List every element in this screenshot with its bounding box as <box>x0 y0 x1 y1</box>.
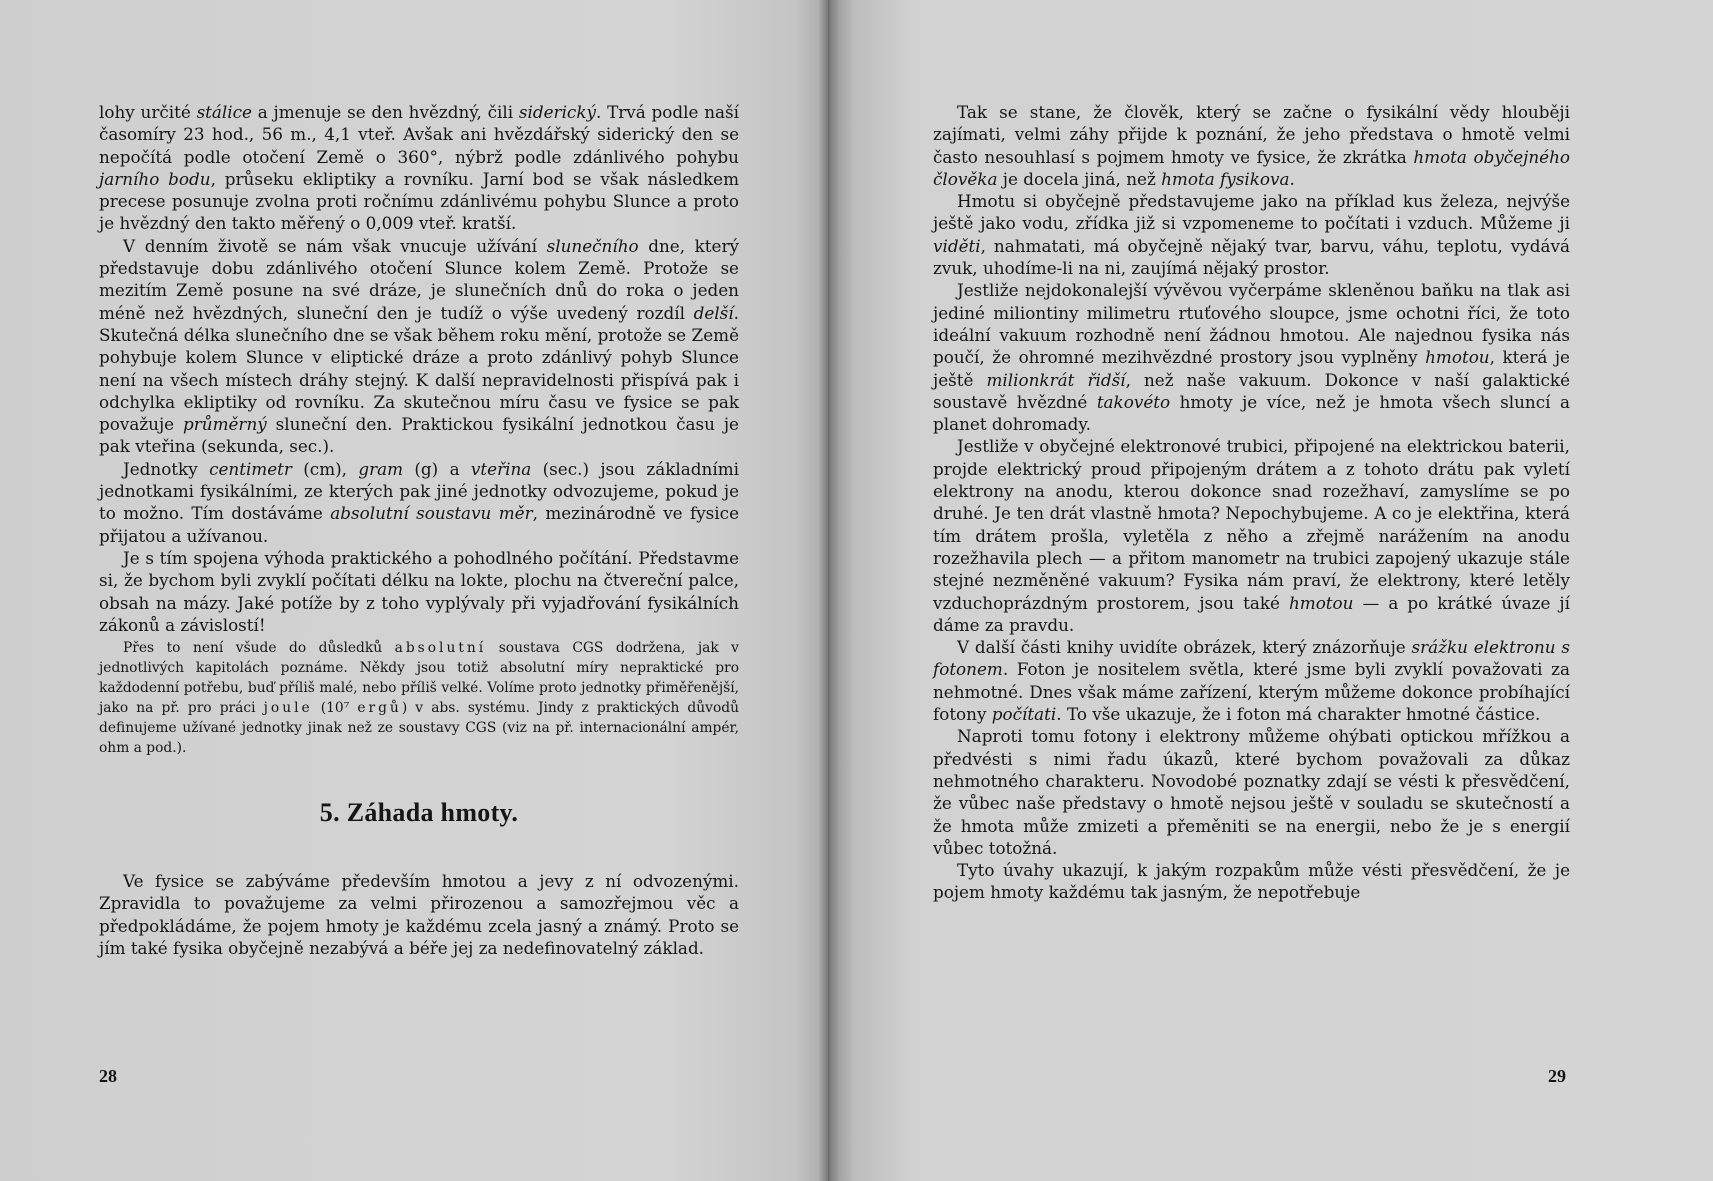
text-run: , nahmatati, má obyčejně nějaký tvar, barvu, váhu, teplotu, vydává zvuk, uhodíme-li na ni, zaujímá nějaký prostor. <box>933 235 1570 279</box>
paragraph <box>933 636 1570 725</box>
paragraph <box>99 458 739 547</box>
text-run: . <box>1289 168 1295 189</box>
text-run: . Foton je nositelem světla, které jsme byli zvyklí považovati za nehmotné. Dnes však máme zařízení, kterým můžeme dokonce probíhající fotony <box>933 659 1570 725</box>
italic-phrase: srážku elektronu s fotonem <box>933 637 1571 680</box>
footnote-paragraph <box>99 638 739 758</box>
italic-phrase: milionkrát řidší <box>986 369 1126 390</box>
italic-phrase: počítati <box>991 704 1057 725</box>
italic-phrase: hmotou <box>1288 592 1354 613</box>
text-run: Ve fysice se zabýváme především hmotou a jevy z ní odvozenými. Zpravidla to považujeme za velmi přirozenou a samozřejmou věc a předpokládáme, že pojem hmoty je každému zcela jasný a známý. Proto se jím také fysika obyčejně nezabývá a béře jej za nedefinovatelný základ. <box>99 871 739 959</box>
text-run: hmoty je více, než je hmota všech sluncí a planet dohromady. <box>933 391 1570 435</box>
paragraph <box>99 101 739 235</box>
text-run: Tyto úvahy ukazují, k jakým rozpakům může vésti přesvědčení, že je pojem hmoty každému tak jasným, že nepotřebuje <box>933 860 1570 903</box>
text-run: dne, který představuje dobu zdánlivého otočení Slunce kolem Země. Protože se mezitím Země posune na své dráze, je slunečních dnů do roka o jeden méně než hvězdných, sluneční den je tudíž o výše uvedený rozdíl <box>99 235 739 323</box>
spaced-phrase: absolutní <box>394 640 487 657</box>
paragraph <box>99 235 739 458</box>
page-number-left: 28 <box>99 1066 117 1086</box>
text-run: — a po krátké úvaze jí dáme za pravdu. <box>933 592 1570 635</box>
paragraph <box>99 870 739 959</box>
left-body-after-heading <box>99 870 739 959</box>
italic-phrase: hmota fysikova <box>1161 168 1290 189</box>
left-page-text <box>99 101 739 959</box>
text-run: lohy určité <box>99 102 197 122</box>
text-run: Je s tím spojena výhoda praktického a pohodlného počítání. Představme si, že bychom byli zvyklí počítati délku na lokte, plochu na čtvereční palce, obsah na mázy. Jaké potíže by z toho vyplývaly při vyjadřování fysikálních zákonů a závislostí! <box>99 547 739 635</box>
paragraph <box>933 279 1570 435</box>
italic-phrase: delší <box>693 302 734 323</box>
spaced-phrase: joule <box>263 700 313 717</box>
page-number-right: 29 <box>1548 1066 1566 1086</box>
italic-phrase: jarního bodu <box>99 168 211 189</box>
text-run: Jestliže nejdokonalejší vývěvou vyčerpáme skleněnou baňku na tlak asi jediné miliontiny milimetru rtuťového sloupce, jsme ochotni říci, že toto ideální vakuum rozhodně není žádnou hmotou. Ale najednou fysika nás poučí, že ohromné mezihvězdné prostory jsou vyplněny <box>933 280 1570 368</box>
left-page <box>0 0 828 1181</box>
text-run: . Skutečná délka slunečního dne se však během roku mění, protože se Země pohybuje kolem Slunce v eliptické dráze a proto zdánlivý pohyb Slunce není na všech místech dráhy stejný. K další nepravidelnosti přispívá pak i odchylka ekliptiky od rovníku. Za skutečnou míru času ve fysice se pak považuje <box>99 302 739 435</box>
italic-phrase: slunečního <box>546 235 639 256</box>
text-run: Jednotky <box>123 458 210 479</box>
text-run: V další části knihy uvidíte obrázek, který znázorňuje <box>957 637 1412 658</box>
left-body-before-heading <box>99 101 739 758</box>
text-run: Tak se stane, že člověk, který se začne o fysikální vědy hlouběji zajímati, velmi záhy přijde k poznání, že jeho představa o hmotě velmi často nesouhlasí s pojmem hmoty ve fysice, že zkrátka <box>933 102 1570 167</box>
right-body <box>933 101 1570 904</box>
italic-phrase: hmota obyčejného člověka <box>933 146 1570 189</box>
italic-phrase: gram <box>358 458 404 479</box>
text-run: a jmenuje se den hvězdný, čili <box>252 102 519 122</box>
text-run: ) v abs. systému. Jindy z praktických důvodů definujeme užívané jednotky jinak než ze soustavy CGS (viz na př. internacionální ampér, ohm a pod.). <box>99 700 739 757</box>
italic-phrase: stálice <box>196 102 252 122</box>
paragraph <box>933 190 1570 279</box>
text-run: (10⁷ <box>312 700 358 717</box>
right-page <box>828 0 1713 1181</box>
text-run: , která je ještě <box>933 347 1570 390</box>
text-run: sluneční den. Praktickou fysikální jednotkou času je pak vteřina (sekunda, sec.). <box>99 414 739 457</box>
text-run: , než naše vakuum. Dokonce v naší galaktické soustavě hvězdné <box>933 369 1571 412</box>
text-run: Naproti tomu fotony i elektrony můžeme ohýbati optickou mřížkou a předvésti s nimi řadu úkazů, které bychom považovali za důkaz nehmotného charakteru. Novodobé poznatky zdají se vésti k přesvědčení, že vůbec naše představy o hmotě nejsou ještě v souladu se skutečností a že hmota může zmizeti a přeměniti se na energii, nebo že je s energií vůbec totožná. <box>933 726 1570 858</box>
italic-phrase: absolutní soustavu měr <box>330 503 533 524</box>
text-run: . Trvá podle naší časomíry 23 hod., 56 m., 4,1 vteř. Avšak ani hvězdářský siderický den se nepočítá podle otočení Země o 360°, nýbrž podle zdánlivého pohybu <box>99 102 739 167</box>
text-run: (cm), <box>291 458 359 479</box>
italic-phrase: vteřina <box>470 458 532 479</box>
italic-phrase: průměrný <box>183 414 267 435</box>
chapter-heading: 5. Záhada hmoty. <box>319 798 519 828</box>
italic-phrase: viděti <box>933 235 981 256</box>
paragraph <box>933 435 1570 636</box>
text-run: Hmotu si obyčejně představujeme jako na příklad kus železa, nejvýše ještě jako vodu, zřídka již si vzpomeneme to počítati i vzduch. Můžeme ji <box>933 191 1570 234</box>
italic-phrase: takovéto <box>1096 391 1171 412</box>
text-run: , průseku ekliptiky a rovníku. Jarní bod se však následkem precese posunuje zvolna proti ročnímu zdánlivému pohybu Slunce a proto je hvězdný den takto měřený o 0,009 vteř. kratší. <box>99 168 740 234</box>
paragraph <box>933 725 1570 859</box>
italic-phrase: hmotou <box>1425 347 1490 368</box>
paragraph <box>933 101 1570 190</box>
text-run: (g) a <box>403 458 471 479</box>
text-run: Přes to není všude do důsledků <box>123 640 395 657</box>
paragraph <box>99 547 739 636</box>
right-page-text <box>933 101 1570 904</box>
text-run: . To vše ukazuje, že i foton má charakter hmotné částice. <box>1056 704 1541 725</box>
text-run: Jestliže v obyčejné elektronové trubici, připojené na elektrickou baterii, projde elektrický proud připojeným drátem a z tohoto drátu pak vyletí elektrony na anodu, kterou dokonce snad rozežhaví, zamyslíme se po druhé. Je ten drát vlastně hmota? Nepochybujeme. A co je elektřina, která tím drátem prošla, vyletěla z něho a zřejmě narážením na anodu rozežhavila plech — a přitom manometr na trubici zapojený ukazuje stále stejné nezměněné vakuum? Fysika nám praví, že elektrony, které letěly vzduchoprázdným prostorem, jsou také <box>933 436 1570 613</box>
text-run: (sec.) jsou základními jednotkami fysikálními, ze kterých pak jiné jednotky odvozujeme, pokud je to možno. Tím dostáváme <box>99 458 739 524</box>
text-run: soustava CGS dodržena, jak v jednotlivých kapitolách poznáme. Někdy jsou totiž absolutní míry nepraktické pro každodenní potřebu, buď příliš malé, nebo příliš velké. Volíme proto jednotky přiměřenější, jako na př. pro práci <box>99 640 739 717</box>
spaced-phrase: ergů <box>357 700 402 717</box>
text-run: , mezinárodně ve fysice přijatou a užívanou. <box>99 503 739 546</box>
italic-phrase: centimetr <box>209 458 292 479</box>
text-run: V denním životě se nám však vnucuje užívání <box>123 235 547 256</box>
paragraph <box>933 859 1570 904</box>
text-run: je docela jiná, než <box>997 168 1162 189</box>
italic-phrase: siderický <box>518 102 596 122</box>
